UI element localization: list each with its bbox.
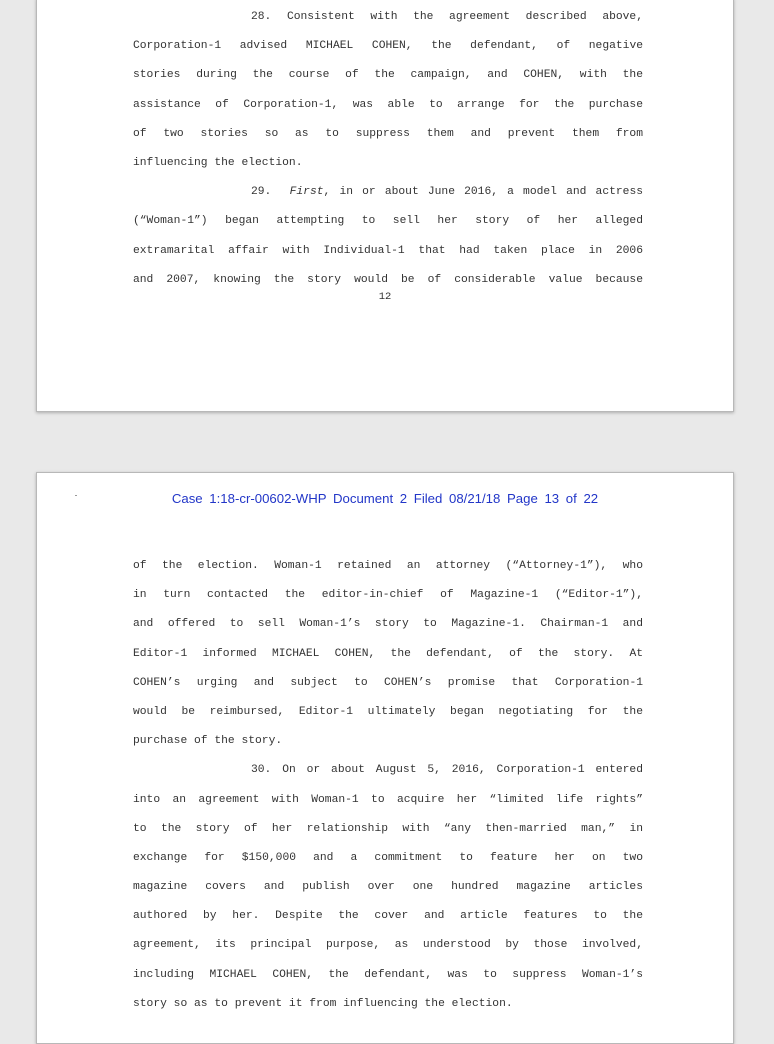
text-line: agreement, its principal purpose, as understood by those involved, — [133, 939, 643, 952]
emphasized-word: First — [289, 186, 324, 199]
paragraph-number: 29. — [251, 186, 272, 199]
text-line: to the story of her relationship with “any then-married man,” in — [133, 822, 643, 835]
page-number: 12 — [378, 291, 392, 303]
text-line: purchase of the story. — [133, 735, 283, 748]
text-line: Editor-1 informed MICHAEL COHEN, the defendant, of the story. At — [133, 647, 643, 660]
text-line: of the election. Woman-1 retained an attorney (“Attorney-1”), who — [133, 560, 643, 572]
text-line: in turn contacted the editor-in-chief of Magazine-1 (“Editor-1”), — [133, 589, 643, 602]
text-line: assistance of Corporation-1, was able to arrange for the purchase — [133, 98, 643, 111]
text-line: would be reimbursed, Editor-1 ultimately began negotiating for the — [133, 705, 643, 718]
text-line: exchange for $150,000 and a commitment to feature her on two — [133, 851, 643, 864]
text-line: 28. Consistent with the agreement described above, — [251, 11, 643, 23]
text-line: into an agreement with Woman-1 to acquire her “limited life rights” — [133, 793, 643, 806]
text-line: of two stories so as to suppress them and prevent them from — [133, 127, 643, 140]
text-line: (“Woman-1”) began attempting to sell her story of her alleged — [133, 215, 643, 228]
text-line: extramarital affair with Individual-1 that had taken place in 2006 — [133, 244, 643, 257]
text-line: magazine covers and publish over one hundred magazine articles — [133, 881, 643, 894]
text-line: and 2007, knowing the story would be of considerable value because — [133, 273, 643, 286]
case-header-stamp: Case 1:18-cr-00602-WHP Document 2 Filed 08/21/18 Page 13 of 22 — [171, 491, 599, 506]
text-line: Corporation-1 advised MICHAEL COHEN, the defendant, of negative — [133, 40, 643, 53]
document-page-13 — [36, 472, 734, 1044]
text-line: story so as to prevent it from influencing the election. — [133, 997, 513, 1010]
text-line-paragraph-29 — [133, 178, 643, 207]
document-page-12 — [36, 0, 734, 412]
page-12-text — [133, 3, 643, 295]
text-line: authored by her. Despite the cover and article features to the — [133, 910, 643, 923]
paragraph-text: , in or about June 2016, a model and actress — [323, 186, 644, 199]
text-line: including MICHAEL COHEN, the defendant, was to suppress Woman-1’s — [133, 968, 643, 981]
text-line: influencing the election. — [133, 156, 303, 169]
text-line-paragraph-30: 30. On or about August 5, 2016, Corporation-1 entered — [251, 764, 643, 777]
text-line: and offered to sell Woman-1’s story to Magazine-1. Chairman-1 and — [133, 618, 643, 631]
page-13-text — [133, 552, 643, 1019]
text-line: COHEN’s urging and subject to COHEN’s promise that Corporation-1 — [133, 676, 643, 689]
text-line: stories during the course of the campaign, and COHEN, with the — [133, 69, 643, 82]
